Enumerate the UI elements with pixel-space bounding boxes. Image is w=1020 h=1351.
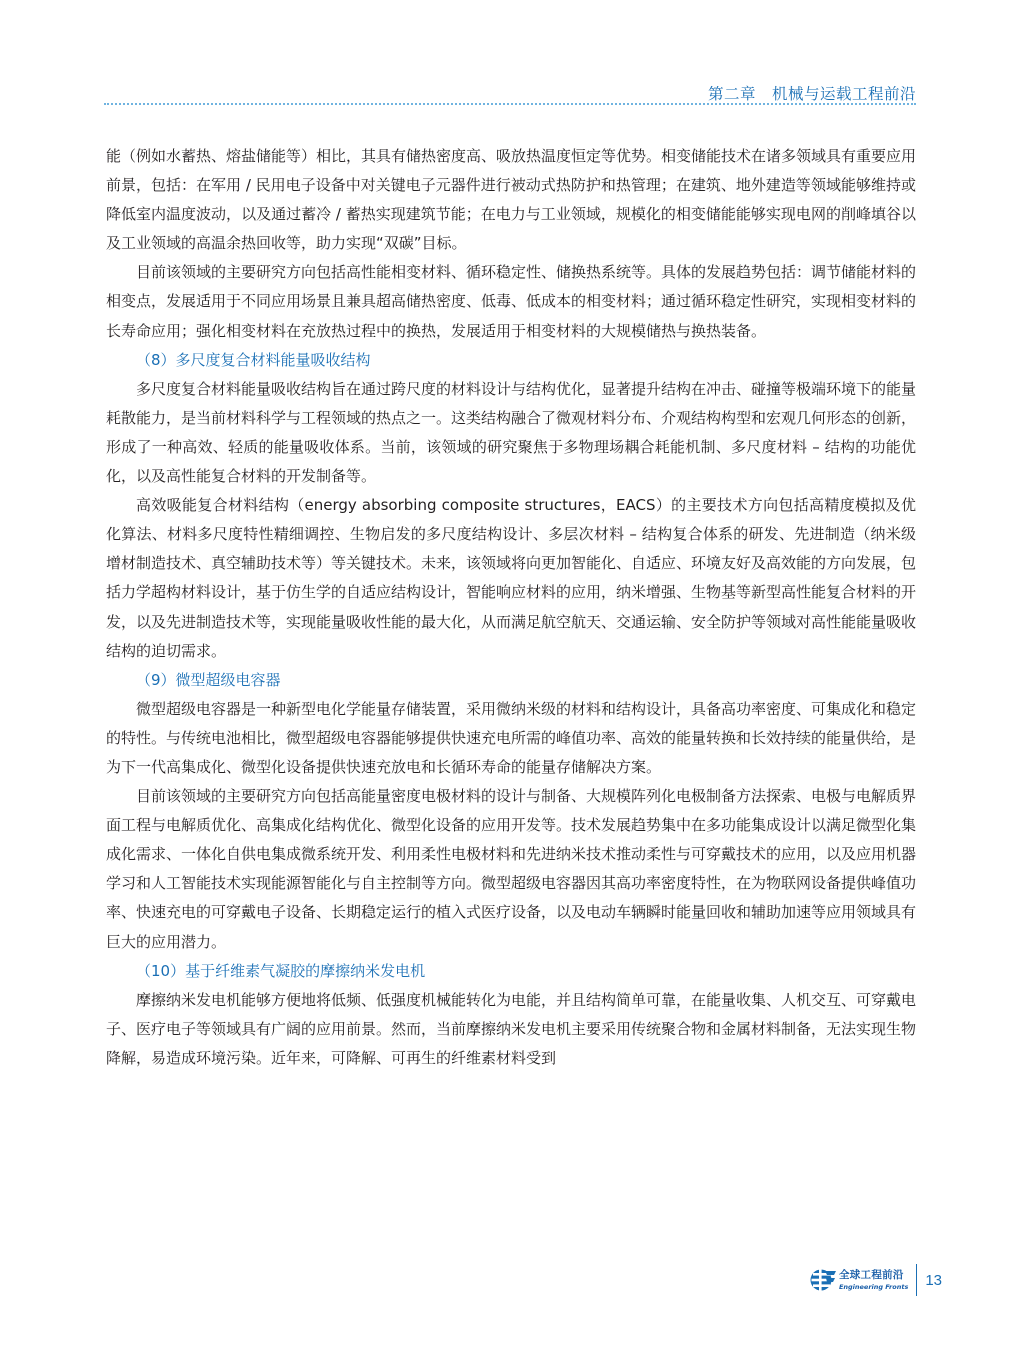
logo-text-cn: 全球工程前沿 [838, 1269, 904, 1281]
paragraph-continued: 能（例如水蓄热、熔盐储能等）相比，其具有储热密度高、吸放热温度恒定等优势。相变储能技术在诸多领域具有重要应用前景，包括：在军用 / 民用电子设备中对关键电子元器件进行被动式热防护和热管理；在建筑、地外建造等领域能够维持或降低室内温度波动，以及通过蓄冷 / 蓄热实现建筑节能；在电力与工业领域，规模化的相变储能能够实现电网的削峰填谷以及工业领域的高温余热回收等，助力实现“双碳”目标。 [106, 147, 917, 253]
logo-text-en: Engineering Fronts [838, 1282, 909, 1291]
section-heading-10: （10）基于纤维素气凝胶的摩擦纳米发电机 [136, 961, 426, 980]
paragraph-microsupercapacitor-directions: 目前该领域的主要研究方向包括高能量密度电极材料的设计与制备、大规模阵列化电极制备方法探索、电极与电解质界面工程与电解质优化、高集成化结构优化、微型化设备的应用开发等。技术发展趋势集中在多功能集成设计以满足微型化集成化需求、一体化自供电集成微系统开发、利用柔性电极材料和先进纳米技术推动柔性与可穿戴技术的应用，以及应用机器学习和人工智能技术实现能源智能化与自主控制等方向。微型超级电容器因其高功率密度特性，在为物联网设备提供峰值功率、快速充电的可穿戴电子设备、长期稳定运行的植入式医疗设备，以及电动车辆瞬时能量回收和辅助加速等应用领域具有巨大的应用潜力。 [106, 787, 917, 951]
paragraph-research-directions: 目前该领域的主要研究方向包括高性能相变材料、循环稳定性、储换热系统等。具体的发展趋势包括：调节储能材料的相变点，发展适用于不同应用场景且兼具超高储热密度、低毒、低成本的相变材料；通过循环稳定性研究，实现相变材料的长寿命应用；强化相变材料在充放热过程中的换热，发展适用于相变材料的大规模储热与换热装备。 [106, 263, 917, 340]
page-body [106, 142, 916, 1073]
page-number: 13 [925, 1271, 942, 1289]
footer-separator [916, 1264, 917, 1296]
section-heading-9: （9）微型超级电容器 [136, 670, 281, 689]
paragraph-microsupercapacitor-intro: 微型超级电容器是一种新型电化学能量存储装置，采用微纳米级的材料和结构设计，具备高功率密度、可集成化和稳定的特性。与传统电池相比，微型超级电容器能够提供快速充电所需的峰值功率、高效的能量转换和长效持续的能量供给，是为下一代高集成化、微型化设备提供快速充放电和长循环寿命的能量存储解决方案。 [106, 699, 917, 776]
paragraph-multiscale-intro: 多尺度复合材料能量吸收结构旨在通过跨尺度的材料设计与结构优化，显著提升结构在冲击、碰撞等极端环境下的能量耗散能力，是当前材料科学与工程领域的热点之一。这类结构融合了微观材料分布、介观结构构型和宏观几何形态的创新，形成了一种高效、轻质的能量吸收体系。当前，该领域的研究聚焦于多物理场耦合耗能机制、多尺度材料 – 结构的功能优化，以及高性能复合材料的开发制备等。 [106, 379, 917, 486]
header-dotted-rule [104, 103, 916, 105]
page-footer [809, 1262, 942, 1298]
paragraph-eacs: 高效吸能复合材料结构（energy absorbing composite structures，EACS）的主要技术方向包括高精度模拟及优化算法、材料多尺度特性精细调控、生物启发的多尺度结构设计、多层次材料 – 结构复合体系的研发、先进制造（纳米级增材制造技术、真空辅助技术等）等关键技术。未来，该领域将向更加智能化、自适应、环境友好及高效能的方向发展，包括力学超构材料设计，基于仿生学的自适应结构设计，智能响应材料的应用，纳米增强、生物基等新型高性能复合材料的开发，以及先进制造技术等，实现能量吸收性能的最大化，从而满足航空航天、交通运输、安全防护等领域对高性能能量吸收结构的迫切需求。 [106, 496, 917, 660]
globe-logo-icon [809, 1267, 837, 1293]
section-heading-8: （8）多尺度复合材料能量吸收结构 [136, 350, 371, 369]
engineering-fronts-logo [809, 1267, 908, 1293]
paragraph-teng-intro: 摩擦纳米发电机能够方便地将低频、低强度机械能转化为电能，并且结构简单可靠，在能量收集、人机交互、可穿戴电子、医疗电子等领域具有广阔的应用前景。然而，当前摩擦纳米发电机主要采用传统聚合物和金属材料制备，无法实现生物降解，易造成环境污染。近年来，可降解、可再生的纤维素材料受到 [106, 990, 917, 1067]
chapter-header-title: 第二章 机械与运载工程前沿 [707, 85, 916, 103]
